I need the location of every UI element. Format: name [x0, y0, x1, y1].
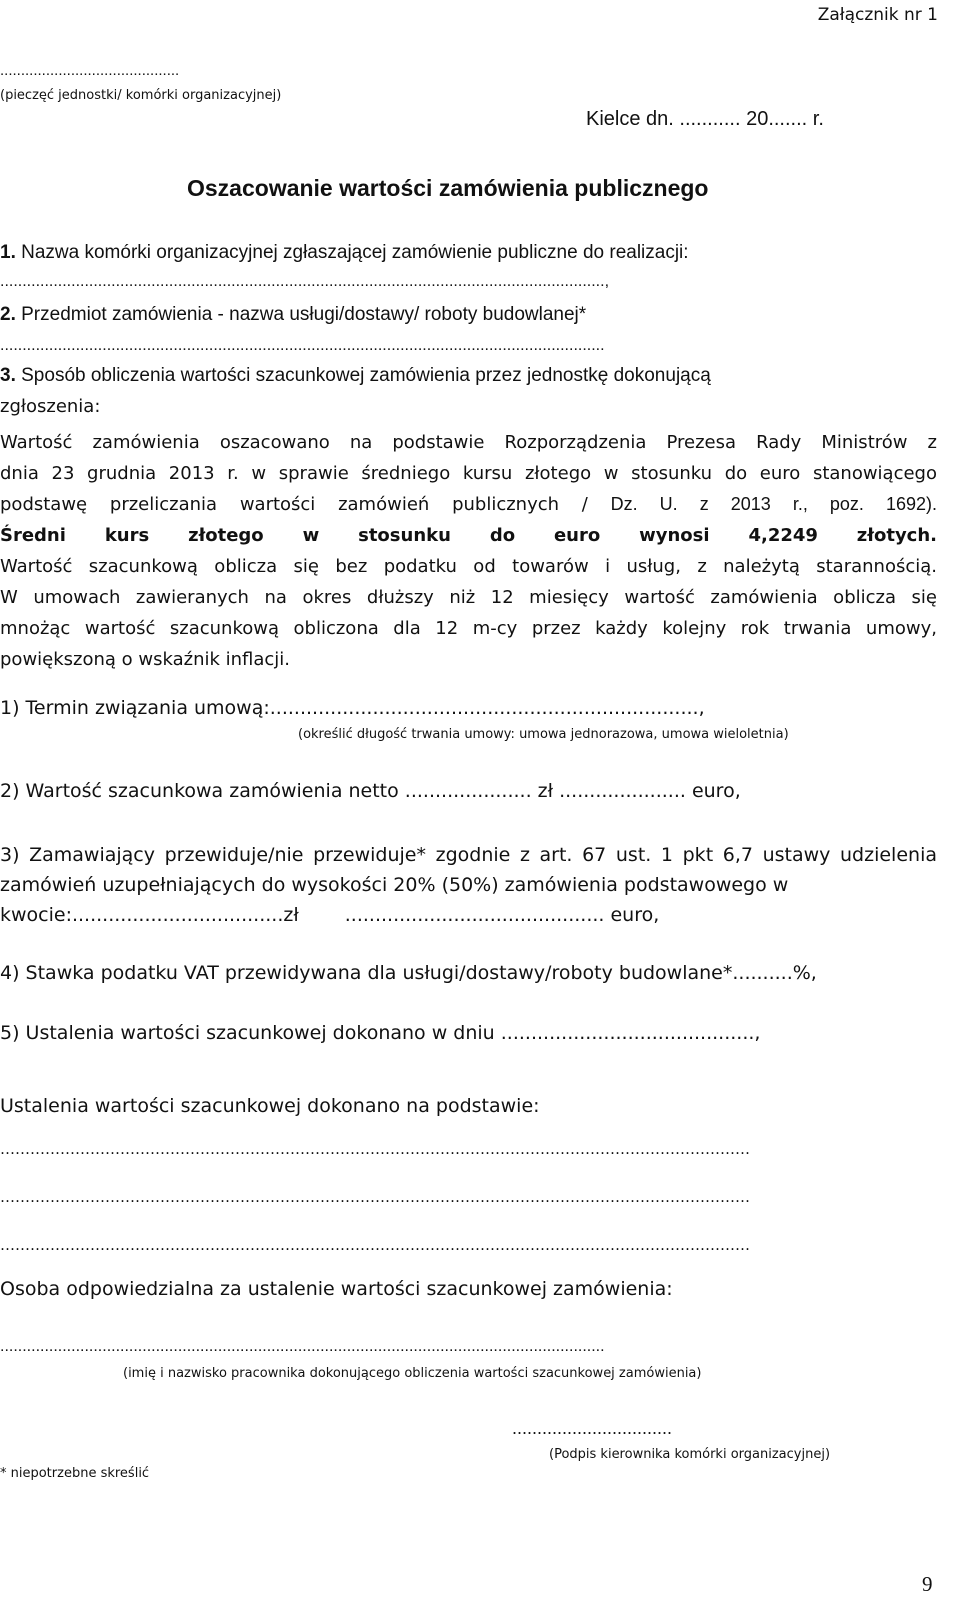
section-2-dots: ........................................................................................................................................	[0, 337, 605, 354]
supplementary-line: zamówień uzupełniających do wysokości 20% (50%) zamówienia podstawowego w	[0, 874, 789, 896]
vat-rate-field: 4) Stawka podatku VAT przewidywana dla usługi/dostawy/roboty budowlane*..........%,	[0, 962, 817, 984]
paragraph-line: dnia 23 grudnia 2013 r. w sprawie średniego kursu złotego w stosunku do euro stanowiącego	[0, 463, 937, 484]
section-1-number: 1.	[0, 242, 16, 263]
section-3-number: 3.	[0, 365, 16, 386]
responsible-dots: ........................................................................................................................................	[0, 1338, 605, 1355]
basis-label: Ustalenia wartości szacunkowej dokonano na podstawie:	[0, 1095, 540, 1117]
net-value-field: 2) Wartość szacunkowa zamówienia netto ..................... zł ..................... euro,	[0, 780, 741, 802]
annex-label: Załącznik nr 1	[817, 5, 938, 25]
supplementary-orders	[0, 840, 937, 930]
section-2-number: 2.	[0, 304, 16, 325]
page-number: 9	[922, 1572, 933, 1596]
supplementary-amount-line	[0, 900, 937, 930]
supplementary-line: 3) Zamawiający przewiduje/nie przewiduje* zgodnie z art. 67 ust. 1 pkt 6,7 ustawy udzielenia	[0, 844, 937, 866]
section-3-line-1: Sposób obliczenia wartości szacunkowej zamówienia przez jednostkę dokonującą	[15, 365, 711, 386]
contract-term-hint: (określić długość trwania umowy: umowa jednorazowa, umowa wieloletnia)	[298, 727, 789, 742]
paragraph-line	[0, 489, 937, 520]
basis-line: ……………………………………………………………………………………………………………………………………	[0, 1236, 750, 1254]
section-2-heading	[0, 304, 586, 326]
place-date: Kielce dn. ........... 20....... r.	[586, 108, 824, 130]
section-3-paragraph	[0, 427, 937, 675]
section-1-text: Nazwa komórki organizacyjnej zgłaszającej zamówienie publiczne do realizacji:	[15, 242, 689, 263]
stamp-dots: ...........................................	[0, 62, 180, 79]
basis-line: ……………………………………………………………………………………………………………………………………	[0, 1140, 750, 1158]
signature-dots: ................................	[512, 1418, 673, 1438]
stamp-caption: (pieczęć jednostki/ komórki organizacyjnej)	[0, 88, 282, 103]
paragraph-line: mnożąc wartość szacunkową obliczona dla 12 m-cy przez każdy kolejny rok trwania umowy,	[0, 618, 937, 639]
responsible-label: Osoba odpowiedzialna za ustalenie wartości szacunkowej zamówienia:	[0, 1278, 673, 1300]
amount-pln: kwocie:...................................zł	[0, 904, 299, 926]
document-title: Oszacowanie wartości zamówienia publicznego	[187, 175, 709, 201]
section-2-text: Przedmiot zamówienia - nazwa usługi/dostawy/ roboty budowlanej*	[15, 304, 587, 325]
section-3-heading	[0, 365, 711, 387]
section-1-heading	[0, 242, 689, 264]
legal-basis-reference: Dz. U. z 2013 r., poz. 1692).	[610, 494, 937, 514]
signature-caption: (Podpis kierownika komórki organizacyjnej)	[549, 1447, 831, 1462]
section-3-line-2: zgłoszenia:	[0, 396, 101, 417]
paragraph-line: powiększoną o wskaźnik inflacji.	[0, 649, 291, 670]
paragraph-line: Wartość zamówienia oszacowano na podstawie Rozporządzenia Prezesa Rady Ministrów z	[0, 432, 937, 453]
basis-line: ……………………………………………………………………………………………………………………………………	[0, 1188, 750, 1206]
contract-term-field: 1) Termin związania umową:.......................................................................,	[0, 697, 705, 719]
paragraph-line: W umowach zawieranych na okres dłuższy niż 12 miesięcy wartość zamówienia oblicza się	[0, 587, 937, 608]
amount-eur: ........................................... euro,	[344, 904, 660, 926]
exchange-rate-line: Średni kurs złotego w stosunku do euro wynosi 4,2249 złotych.	[0, 525, 937, 546]
paragraph-line: Wartość szacunkową oblicza się bez podatku od towarów i usług, z należytą starannością.	[0, 556, 937, 577]
section-1-dots: ........................................................................................................................................,	[0, 273, 610, 290]
responsible-caption: (imię i nazwisko pracownika dokonującego obliczenia wartości szacunkowej zamówienia)	[123, 1366, 702, 1381]
legal-basis-text: podstawę przeliczania wartości zamówień publicznych /	[0, 494, 611, 515]
footnote: * niepotrzebne skreślić	[0, 1466, 150, 1481]
valuation-date-field: 5) Ustalenia wartości szacunkowej dokonano w dniu ..........................................,	[0, 1022, 761, 1044]
